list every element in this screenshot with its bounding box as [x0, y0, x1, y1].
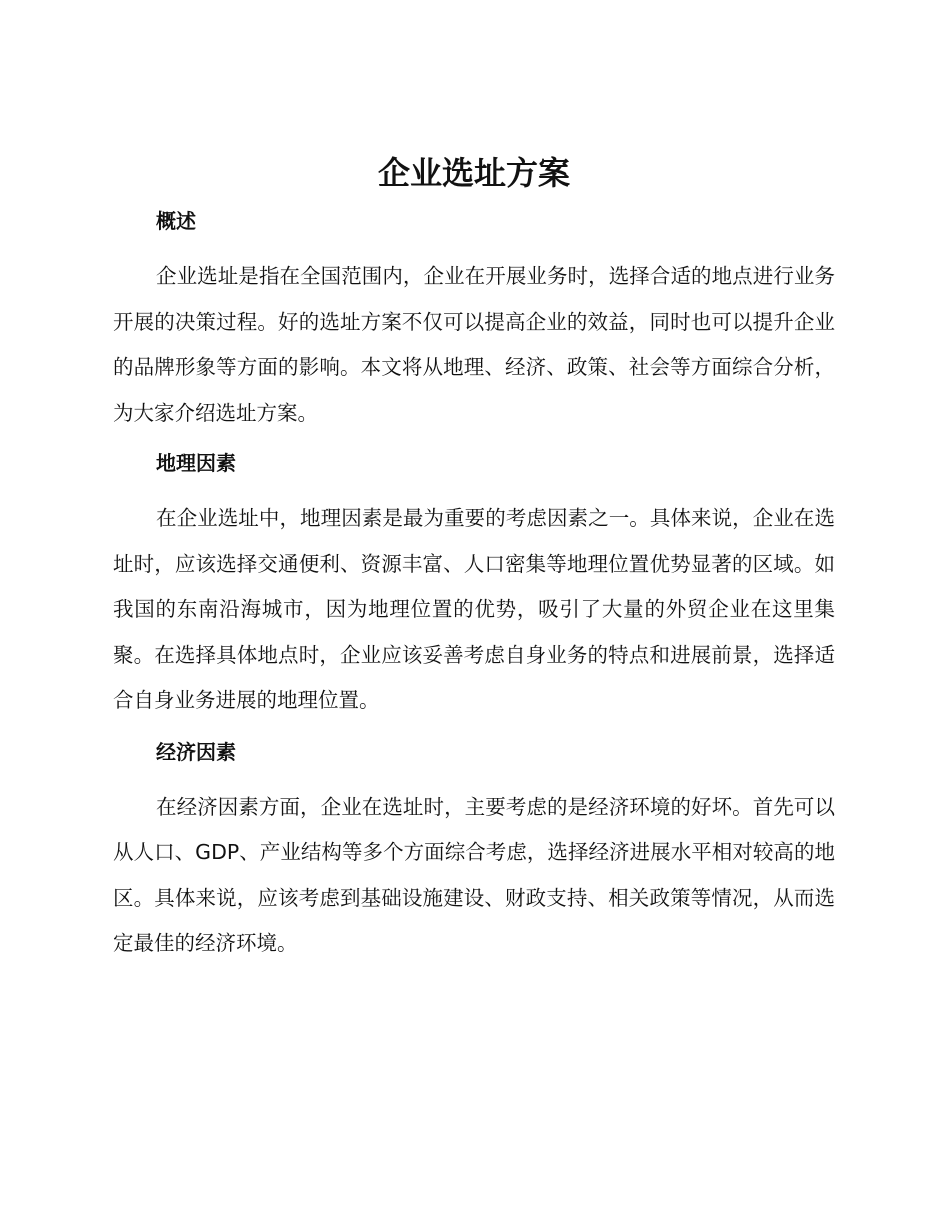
document-title: 企业选址方案	[377, 154, 570, 192]
section-paragraph-geography: 在企业选址中，地理因素是最为重要的考虑因素之一。具体来说，企业在选址时，应该选择交通便利、资源丰富、人口密集等地理位置优势显著的区域。如我国的东南沿海城市，因为地理位置的优势，吸引了大量的外贸企业在这里集聚。在选择具体地点时，企业应该妥善考虑自身业务的特点和进展前景，选择适合自身业务进展的地理位置。	[113, 506, 835, 712]
document-page	[113, 150, 835, 967]
section-heading-overview: 概述	[156, 209, 196, 233]
section-heading-geography: 地理因素	[156, 451, 236, 475]
section-heading-economy: 经济因素	[156, 739, 236, 764]
section-paragraph-economy: 在经济因素方面，企业在选址时，主要考虑的是经济环境的好坏。首先可以从人口、GDP、产业结构等多个方面综合考虑，选择经济进展水平相对较高的地区。具体来说，应该考虑到基础设施建设、财政支持、相关政策等情况，从而选定最佳的经济环境。	[113, 794, 835, 955]
section-paragraph-overview: 企业选址是指在全国范围内，企业在开展业务时，选择合适的地点进行业务开展的决策过程。好的选址方案不仅可以提高企业的效益，同时也可以提升企业的品牌形象等方面的影响。本文将从地理、经济、政策、社会等方面综合分析，为大家介绍选址方案。	[113, 264, 835, 425]
